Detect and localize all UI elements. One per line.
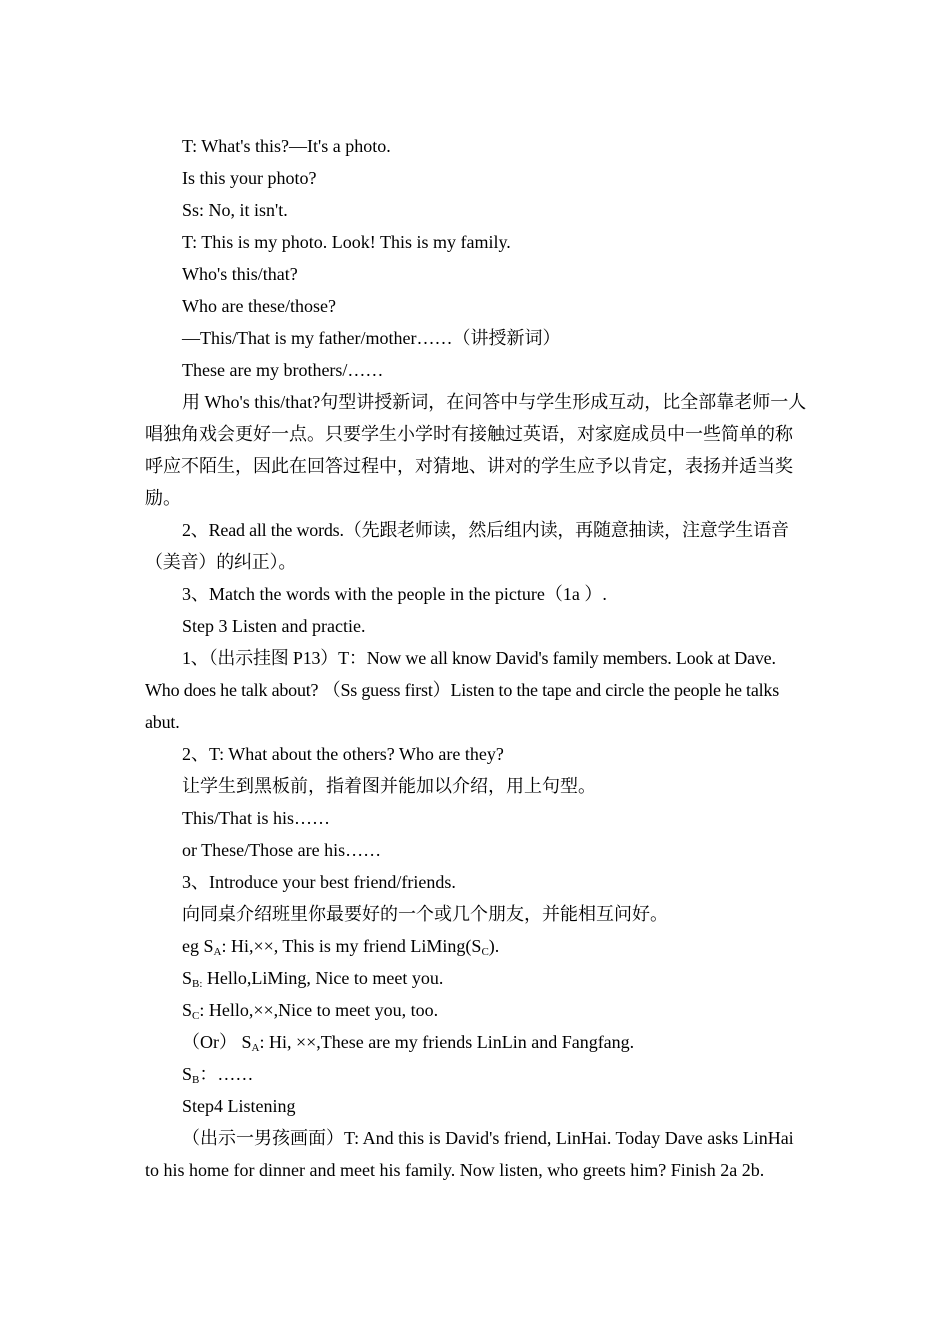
text-run: S xyxy=(182,1064,193,1084)
document-body xyxy=(145,130,810,1186)
instruction-line: 向同桌介绍班里你最要好的一个或几个朋友，并能相互问好。 xyxy=(182,904,668,924)
subscript: B: xyxy=(192,978,203,990)
step-heading: Step4 Listening xyxy=(182,1096,296,1116)
dialogue-line: —This/That is my father/mother……（讲授新词） xyxy=(182,328,561,348)
text-run: Hello,LiMing, Nice to meet you. xyxy=(202,968,444,988)
dialogue-line: T: What's this?—It's a photo. xyxy=(182,136,391,156)
text-run: eg S xyxy=(182,936,214,956)
text-run: ). xyxy=(488,936,500,956)
step-heading: Step 3 Listen and practie. xyxy=(182,616,366,636)
step-item: 1、（出示挂图 P13）T：Now we all know David's family members. Look at Dave. Who does he talk about? （Ss guess first）Listen to the tape and circle the people he talks abut. xyxy=(145,648,780,732)
example-line xyxy=(145,1026,810,1058)
example-line xyxy=(145,1058,810,1090)
text-run: ：…… xyxy=(199,1064,254,1084)
step-item: 2、Read all the words.（先跟老师读，然后组内读，再随意抽读，注意学生语音（美音）的纠正）。 xyxy=(145,520,789,572)
text-run: S xyxy=(182,968,193,988)
example-line xyxy=(145,962,810,994)
text-run: : Hello,××,Nice to meet you, too. xyxy=(199,1000,439,1020)
instruction-line: 让学生到黑板前，指着图并能加以介绍，用上句型。 xyxy=(182,776,596,796)
pattern-line: This/That is his…… xyxy=(182,808,330,828)
text-run: （Or） S xyxy=(182,1032,252,1052)
text-run: : Hi, ××,These are my friends LinLin and Fangfang. xyxy=(259,1032,635,1052)
dialogue-line: Who are these/those? xyxy=(182,296,336,316)
subscript: A xyxy=(251,1042,260,1054)
dialogue-line: Ss: No, it isn't. xyxy=(182,200,288,220)
step-item: （出示一男孩画面）T: And this is David's friend, LinHai. Today Dave asks LinHai to his home for dinner and meet his family. Now listen, who greets him? Finish 2a 2b. xyxy=(145,1128,794,1180)
teaching-note-paragraph: 用 Who's this/that?句型讲授新词，在问答中与学生形成互动，比全部靠老师一人唱独角戏会更好一点。只要学生小学时有接触过英语，对家庭成员中一些简单的称呼应不陌生，因此在回答过程中，对猜地、讲对的学生应予以肯定，表扬并适当奖励。 xyxy=(145,392,807,508)
example-line xyxy=(145,994,810,1026)
step-item: 3、Match the words with the people in the picture（1a ）. xyxy=(182,584,607,604)
subscript: C xyxy=(481,946,489,958)
subscript: A xyxy=(213,946,222,958)
step-item: 3、Introduce your best friend/friends. xyxy=(182,872,456,892)
subscript: C xyxy=(192,1010,200,1022)
text-run: : Hi,××, This is my friend LiMing(S xyxy=(221,936,482,956)
text-run: S xyxy=(182,1000,193,1020)
subscript: B xyxy=(192,1074,200,1086)
pattern-line: or These/Those are his…… xyxy=(182,840,382,860)
dialogue-line: T: This is my photo. Look! This is my family. xyxy=(182,232,511,252)
dialogue-line: Who's this/that? xyxy=(182,264,298,284)
dialogue-line: Is this your photo? xyxy=(182,168,317,188)
dialogue-line: These are my brothers/…… xyxy=(182,360,384,380)
example-line xyxy=(145,930,810,962)
step-item: 2、T: What about the others? Who are they? xyxy=(182,744,504,764)
